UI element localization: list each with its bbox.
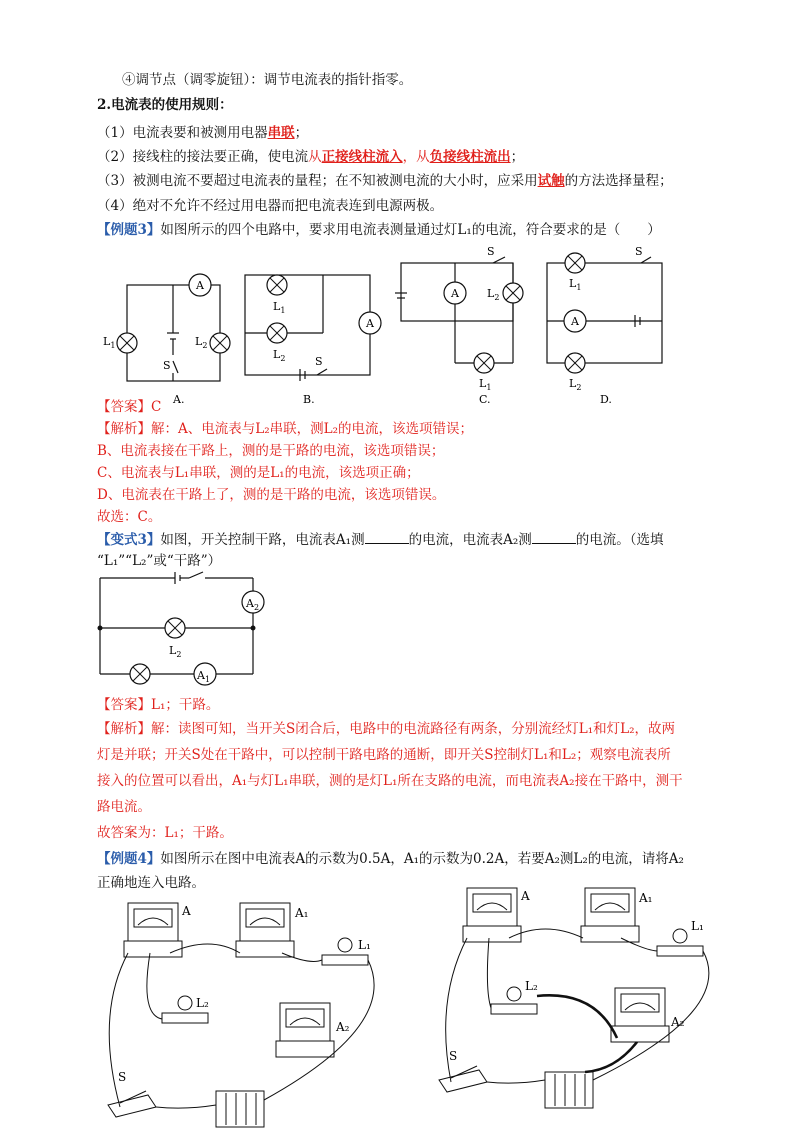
ex3-figure: A $L_1$ $L_2$ S A. $L_1$ $L_2$ S B. S $L_2$ $L_1$ C. S $L_1$ $L_2$ D. xyxy=(95,245,695,407)
circuit-a-meter xyxy=(189,274,211,296)
ex4-right-label-l1: L₁ xyxy=(691,919,704,933)
ex4-left-label-l1: L₁ xyxy=(358,938,371,952)
circuit-a-label: A. xyxy=(173,393,185,406)
ex4-right-label-s: S xyxy=(449,1049,458,1063)
svg-text:L1: $L_1$ xyxy=(569,277,582,292)
var3-blank-2 xyxy=(532,529,576,544)
circuit-d-label: D. xyxy=(600,393,612,406)
svg-text:L2: $L_2$ xyxy=(169,644,182,659)
svg-text:S: S xyxy=(487,245,495,258)
circuit-a-switch-label: S xyxy=(163,359,171,372)
var3-analysis-2: 灯是并联；开关S处在干路中，可以控制干路电路的通断，即开关S控制灯L₁和L₂；观察电流表所 xyxy=(97,747,671,763)
ex4-right-label-l2: L₂ xyxy=(525,979,538,993)
ex4-right-label-a2: A₂ xyxy=(671,1015,685,1029)
ex3-tag: 【例题3】 xyxy=(97,222,161,238)
rule2-answer2: 负接线柱流出 xyxy=(429,149,511,165)
ex4-left-label-a: A xyxy=(182,904,191,918)
var3-question: 【变式3】如图，开关控制干路，电流表A₁测 的电流，电流表A₂测 的电流。（选填 xyxy=(97,529,664,550)
section2-title: 2.电流表的使用规则： xyxy=(97,97,233,113)
svg-text:A2: $A_2$ xyxy=(246,597,260,612)
ex4-tag: 【例题4】 xyxy=(97,851,161,867)
top-line: ④调节点（调零旋钮）：调节电流表的指针指零。 xyxy=(122,72,413,88)
ex4-left-label-l2: L₂ xyxy=(196,996,209,1010)
var3-answer: 【答案】L₁；干路。 xyxy=(97,697,220,713)
rule1-answer: 串联 xyxy=(267,125,295,141)
circuit-b xyxy=(245,275,370,381)
rule2-answer1: 正接线柱流入 xyxy=(321,149,403,165)
svg-text:L2: $L_2$ xyxy=(273,348,286,363)
svg-text:L2: $L_2$ xyxy=(487,287,500,302)
circuit-a xyxy=(127,285,220,381)
svg-text:L2: $L_2$ xyxy=(195,335,208,350)
ex4-question: 【例题4】如图所示在图中电流表A的示数为0.5A，A₁的示数为0.2A，若要A₂测L₂的电流，请将A₂ xyxy=(97,851,684,867)
ex4-figure-right xyxy=(425,880,715,1125)
ex3-question: 【例题3】如图所示的四个电路中，要求用电流表测量通过灯L₁的电流，符合要求的是（ ） xyxy=(97,222,661,238)
svg-text:L1: $L_1$ xyxy=(103,335,116,350)
rule3: （3）被测电流不要超过电流表的量程；在不知被测电流的大小时，应采用试触的方法选择量程； xyxy=(97,173,673,189)
var3-blank-1 xyxy=(365,529,409,544)
ex3-analysis-4: D、电流表在干路上了，测的是干路的电流，该选项错误。 xyxy=(97,487,446,503)
svg-text:L2: $L_2$ xyxy=(569,377,582,392)
ex4-question-line2: 正确地连入电路。 xyxy=(97,875,205,891)
rule2: （2）接线柱的接法要正确，使电流从正接线柱流入，从负接线柱流出； xyxy=(97,149,525,165)
circuit-c xyxy=(395,257,513,363)
ex4-right-label-a1: A₁ xyxy=(639,891,653,905)
rule4: （4）绝对不允许不经过用电器而把电流表连到电源两极。 xyxy=(97,198,444,214)
var3-analysis-5: 故答案为：L₁；干路。 xyxy=(97,825,233,841)
ex3-analysis-5: 故选：C。 xyxy=(97,509,162,525)
var3-lamp-l1 xyxy=(130,664,150,684)
var3-figure xyxy=(95,568,275,688)
svg-text:A1: $A_1$ xyxy=(197,669,211,684)
circuit-b-label: B. xyxy=(303,393,315,406)
circuit-d xyxy=(547,257,662,363)
circuit-c-label: C. xyxy=(479,393,491,406)
rule1: （1）电流表要和被测用电器串联； xyxy=(97,125,309,141)
var3-meter-a1 xyxy=(194,663,216,685)
ex3-analysis-1: 【解析】解：A、电流表与L₂串联，测L₂的电流，该选项错误； xyxy=(97,421,474,437)
rule3-answer: 试触 xyxy=(537,173,565,189)
svg-text:L1: $L_1$ xyxy=(479,377,492,392)
var3-meter-a2 xyxy=(242,591,264,613)
ex3-answer: 【答案】C xyxy=(97,399,162,415)
var3-analysis-4: 路电流。 xyxy=(97,799,151,815)
var3-question-line2: “L₁”“L₂”或“干路”） xyxy=(97,553,222,569)
ex3-analysis-2: B、电流表接在干路上，测的是干路的电流，该选项错误； xyxy=(97,443,445,459)
var3-analysis-3: 接入的位置可以看出，A₁与灯L₁串联，测的是灯L₁所在支路的电流，而电流表A₂接在干路中，测干 xyxy=(97,773,683,789)
ex4-figure-left xyxy=(100,895,390,1130)
ex3-analysis-3: C、电流表与L₁串联，测的是L₁的电流，该选项正确； xyxy=(97,465,420,481)
svg-text:L1: $L_1$ xyxy=(273,300,286,315)
var3-lamp-l2 xyxy=(165,618,185,659)
var3-tag: 【变式3】 xyxy=(97,532,161,548)
var3-analysis-1: 【解析】解：读图可知，当开关S闭合后，电路中的电流路径有两条，分别流经灯L₁和灯L₂，故两 xyxy=(97,721,676,737)
svg-text:S: S xyxy=(635,245,643,258)
ex4-left-label-a1: A₁ xyxy=(295,906,309,920)
ex4-left-label-s: S xyxy=(118,1070,127,1084)
svg-text:S: S xyxy=(315,355,323,368)
ex4-left-label-a2: A₂ xyxy=(336,1020,350,1034)
ex4-right-label-a: A xyxy=(521,889,530,903)
